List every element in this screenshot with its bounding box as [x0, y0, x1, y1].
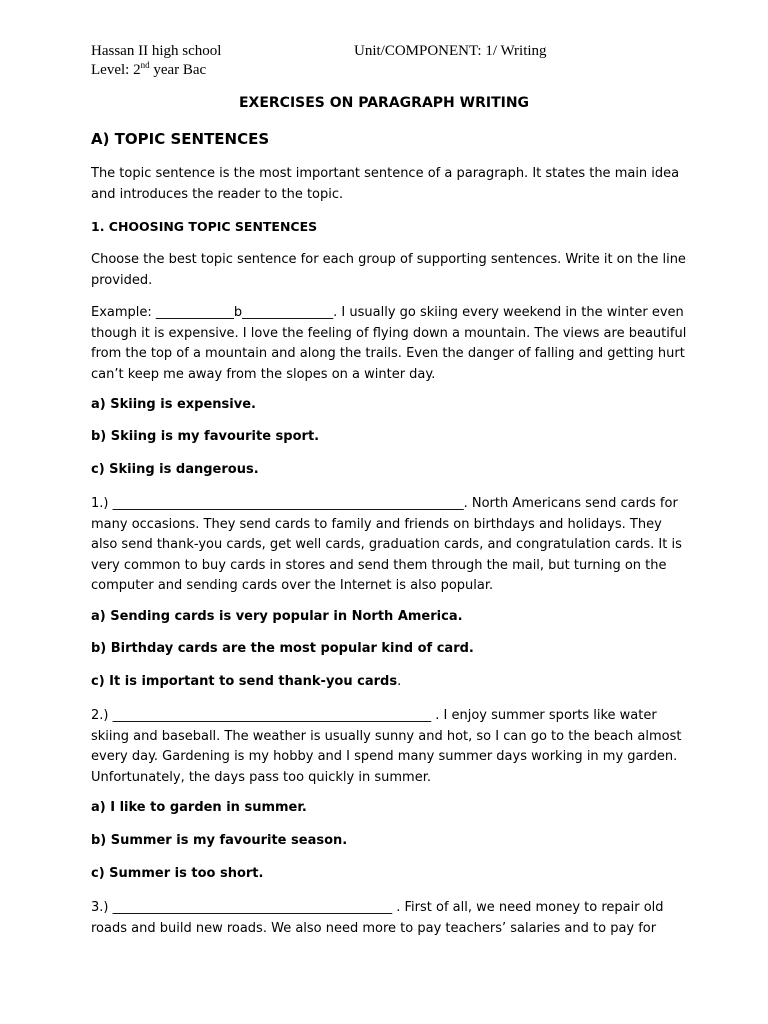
question-1-option-a: a) Sending cards is very popular in North America. [91, 609, 463, 624]
level-superscript: nd [140, 60, 150, 70]
page-title: EXERCISES ON PARAGRAPH WRITING [238, 95, 530, 111]
question-1-option-c-period: . [397, 674, 402, 689]
example-paragraph: Example: ____________b______________. I usually go skiing every weekend in the winter even though it is expensive. I love the feeling of flying down a mountain. The views are beautiful from the top of a mountain and along the trails. Even the danger of falling and getting hurt can’t keep me away from the slopes on a winter day. [91, 305, 687, 382]
example-option-b: b) Skiing is my favourite sport. [91, 429, 320, 444]
exercise-instructions: Choose the best topic sentence for each group of supporting sentences. Write it on the line provided. [91, 252, 686, 288]
exercise-heading: 1. CHOOSING TOPIC SENTENCES [91, 219, 318, 234]
example-option-c: c) Skiing is dangerous. [91, 462, 259, 477]
school-name: Hassan II high school [91, 43, 222, 59]
question-1-option-c [91, 674, 401, 689]
question-2-option-a: a) I like to garden in summer. [91, 800, 307, 815]
level-label [91, 60, 206, 79]
section-heading: A) TOPIC SENTENCES [91, 130, 270, 148]
level-suffix: year Bac [149, 62, 207, 78]
question-2-paragraph: 2.) _________________________________________________ . I enjoy summer sports like water skiing and baseball. The weather is usually sunny and hot, so I can go to the beach almost every day. Gardening is my hobby and I spend many summer days working in my garden. Unfortunately, the days pass too quickly in summer. [91, 708, 682, 785]
example-option-a: a) Skiing is expensive. [91, 397, 256, 412]
question-2-option-c: c) Summer is too short. [91, 866, 264, 881]
question-1-paragraph: 1.) ______________________________________________________. North Americans send cards for many occasions. They send cards to family and friends on birthdays and holidays. They also send thank-you cards, get well cards, graduation cards, and congratulation cards. It is very common to buy cards in stores and send them through the mail, but turning on the computer and sending cards over the Internet is also popular. [91, 496, 682, 593]
question-2-option-b: b) Summer is my favourite season. [91, 833, 348, 848]
question-3-paragraph: 3.) ___________________________________________ . First of all, we need money to repair old roads and build new roads. We also need more to pay teachers’ salaries and to pay for [91, 900, 664, 936]
unit-label: Unit/COMPONENT: 1/ Writing [354, 43, 547, 59]
section-intro: The topic sentence is the most important sentence of a paragraph. It states the main idea and introduces the reader to the topic. [91, 166, 680, 202]
question-1-option-c-text: c) It is important to send thank-you cards [91, 674, 398, 689]
level-prefix: Level: 2 [91, 62, 141, 78]
question-1-option-b: b) Birthday cards are the most popular kind of card. [91, 641, 474, 656]
